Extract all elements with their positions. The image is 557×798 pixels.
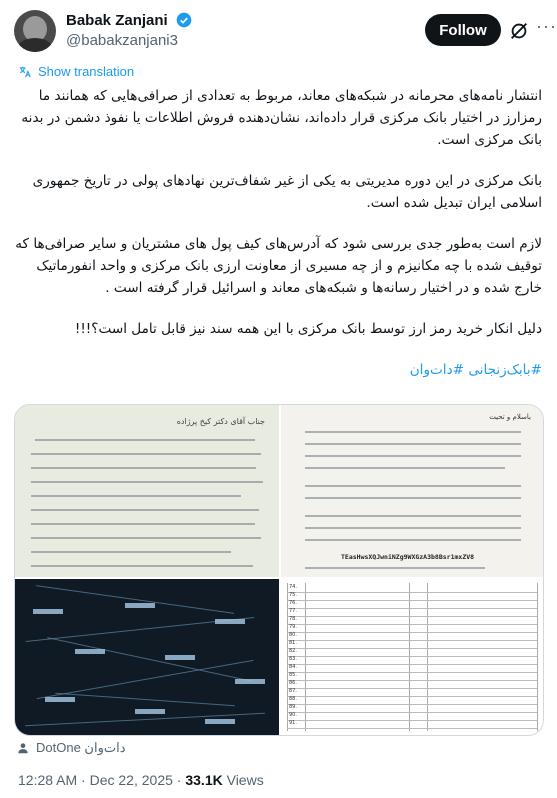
- doc1-heading: جناب آقای دکتر کیخ پرژاده: [176, 417, 265, 426]
- more-icon[interactable]: ···: [536, 16, 557, 36]
- grok-icon[interactable]: [508, 20, 530, 42]
- show-translation-label: Show translation: [38, 64, 135, 79]
- address-table-row: [287, 689, 537, 697]
- tweet-header: [14, 10, 557, 54]
- address-table-row: [287, 617, 537, 625]
- address-table-row-number: 74.: [289, 584, 297, 590]
- media-image-graph[interactable]: [15, 579, 279, 735]
- views-count[interactable]: 33.1K: [185, 772, 223, 788]
- address-table-row-number: 75.: [289, 592, 297, 598]
- address-table-row-number: 82.: [289, 648, 297, 654]
- address-table-row-number: 85.: [289, 672, 297, 678]
- address-table-row: [287, 721, 537, 729]
- address-table-row: [287, 585, 537, 593]
- tweet-meta: [18, 772, 264, 788]
- author-name[interactable]: Babak Zanjani: [66, 12, 168, 29]
- address-table-row-number: 81.: [289, 640, 297, 646]
- tweet-hashtags[interactable]: #بابک‌زنجانی #دات‌وان: [409, 362, 542, 378]
- media-grid: [14, 404, 544, 736]
- address-table-row: [287, 649, 537, 657]
- address-table-row: [287, 593, 537, 601]
- address-table-row: [287, 609, 537, 617]
- address-table-row: [287, 657, 537, 665]
- tweet-paragraph: بانک مرکزی در این دوره مدیریتی به یکی از غیر شفاف‌ترین نهادهای پولی در تاریخ جمهوری اسلامی ایران تبدیل شده است.: [32, 173, 542, 211]
- address-table-row: [287, 705, 537, 713]
- address-table-row: [287, 601, 537, 609]
- views-label: Views: [226, 772, 264, 788]
- media-image-address-table[interactable]: [281, 579, 543, 735]
- address-table-row-number: 87.: [289, 688, 297, 694]
- user-icon: [16, 741, 30, 755]
- verified-badge-icon: [176, 12, 192, 28]
- doc2-wallet-address: TEasHwsXQJwniNZg9WXGzA3b8Bsr1mxZV8: [341, 553, 475, 561]
- address-table-row: [287, 681, 537, 689]
- address-table-row-number: 91.: [289, 720, 297, 726]
- address-table-row: [287, 713, 537, 721]
- address-table-row-number: 83.: [289, 656, 297, 662]
- address-table-row: [287, 641, 537, 649]
- tweet-date[interactable]: Dec 22, 2025: [89, 772, 173, 788]
- address-table-row: [287, 673, 537, 681]
- address-table-row-number: 90.: [289, 712, 297, 718]
- address-table-row: [287, 633, 537, 641]
- author-avatar[interactable]: [14, 10, 56, 52]
- doc2-heading: باسلام و تحیت: [489, 413, 531, 421]
- meta-separator: ·: [81, 772, 86, 788]
- address-table-row-number: 88.: [289, 696, 297, 702]
- show-translation-link[interactable]: [18, 64, 134, 79]
- address-table-row-number: 89.: [289, 704, 297, 710]
- address-table-row: [287, 625, 537, 633]
- tweet-text: [14, 85, 542, 400]
- address-table-row-number: 78.: [289, 616, 297, 622]
- address-table-row: [287, 697, 537, 705]
- address-table-row-number: 86.: [289, 680, 297, 686]
- address-table-row-number: 79.: [289, 624, 297, 630]
- follow-button[interactable]: Follow: [425, 14, 501, 46]
- meta-separator: ·: [176, 772, 182, 788]
- address-table-row-number: 80.: [289, 632, 297, 638]
- address-table-row: [287, 665, 537, 673]
- media-image-letter-1[interactable]: [15, 405, 279, 577]
- source-attribution[interactable]: [16, 740, 126, 756]
- author-handle[interactable]: @babakzanjani3: [66, 32, 178, 49]
- media-image-letter-2[interactable]: [281, 405, 543, 577]
- source-label: DotOne دات‌وان: [36, 740, 126, 755]
- tweet-paragraph: لازم است به‌طور جدی بررسی شود که آدرس‌های کیف پول های مشتریان و سایر صرافی‌ها که توقیف شده با چه مکانیزم و از چه مسیری از معاونت ارزی بانک مرکزی و واحد انفورماتیک خارج شده و در اختیار رسانه‌ها و شبکه‌های معاند و اسرائیل قرار گرفته است .: [15, 236, 542, 296]
- address-table-row-number: 77.: [289, 608, 297, 614]
- tweet-time[interactable]: 12:28 AM: [18, 772, 78, 788]
- address-table-row-number: 84.: [289, 664, 297, 670]
- translate-icon: [18, 65, 32, 79]
- address-table-row-number: 76.: [289, 600, 297, 606]
- tweet-paragraph: دلیل انکار خرید رمز ارز توسط بانک مرکزی با این همه سند نیز قابل تامل است؟!!!: [74, 321, 542, 337]
- tweet-paragraph: انتشار نامه‌های محرمانه در شبکه‌های معاند، مربوط به تعدادی از صرافی‌هایی که همانند ما رمزارز در اختیار بانک مرکزی قرار داده‌اند، نشان‌دهنده فروش اطلاعات یا نفوذ دشمن در بدنه بانک مرکزی است.: [21, 88, 542, 148]
